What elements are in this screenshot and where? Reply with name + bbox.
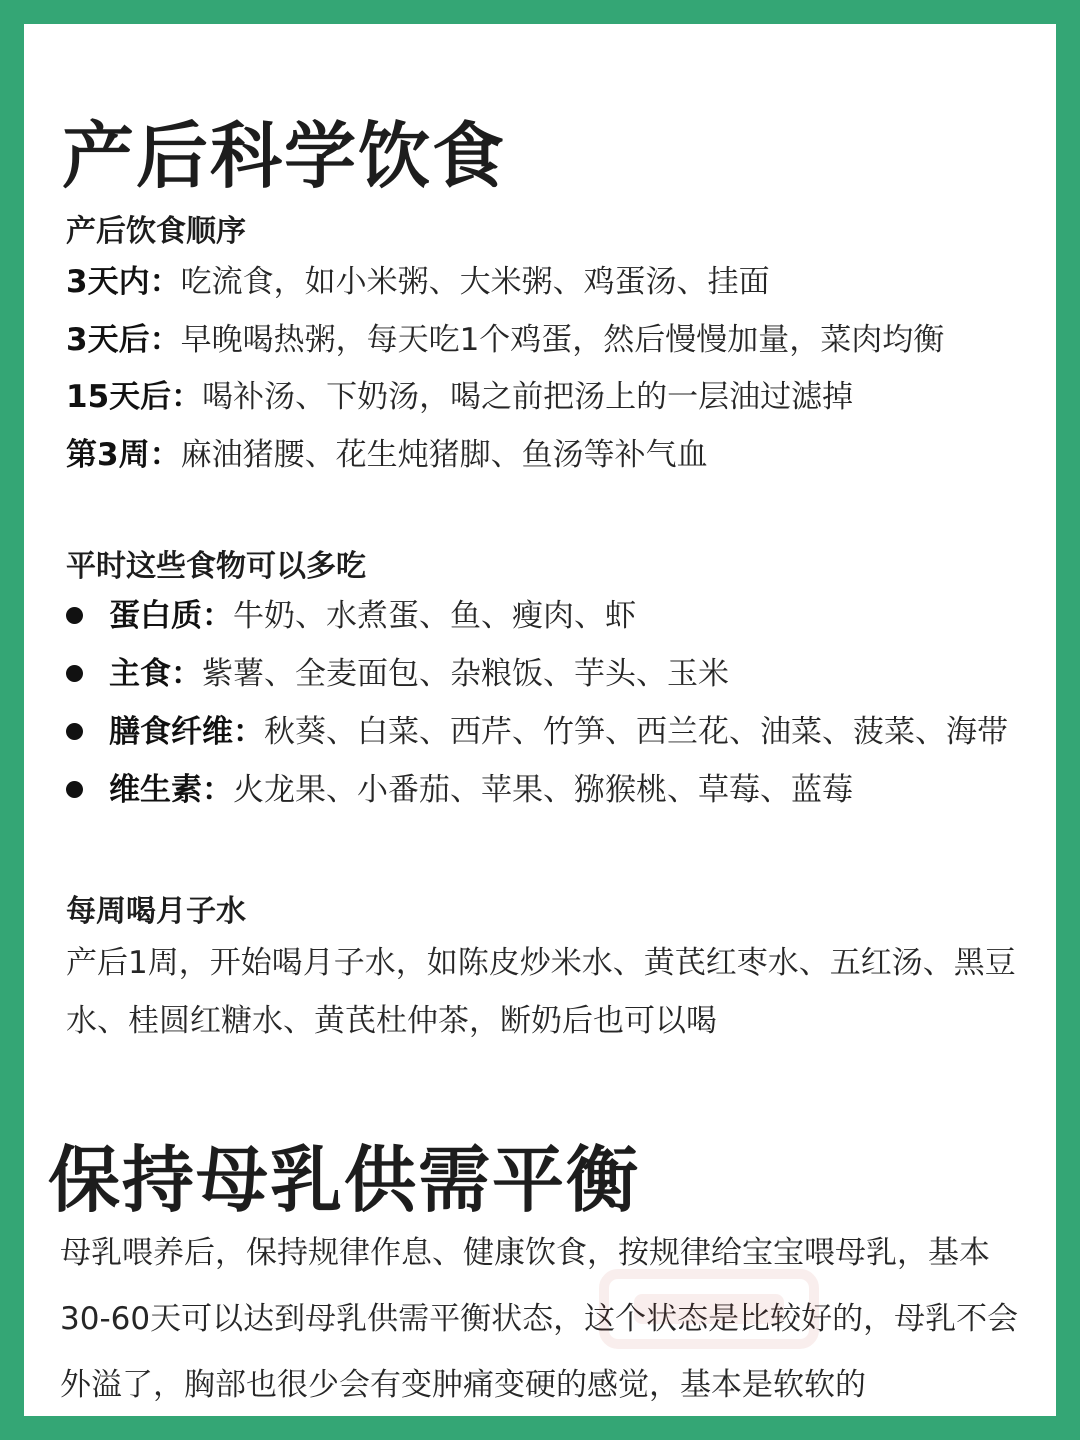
diet-order-item-label: 3天后： [66,322,181,358]
diet-order-item [66,320,944,360]
food-category-text: 秋葵、白菜、西芹、竹笋、西兰花、油菜、菠菜、海带 [264,714,1008,750]
diet-order-item-text: 喝补汤、下奶汤，喝之前把汤上的一层油过滤掉 [202,379,854,415]
diet-order-item-label: 第3周： [66,437,181,473]
diet-order-item [66,377,853,417]
foods-heading: 平时这些食物可以多吃 [66,549,366,584]
confinement-water-heading: 每周喝月子水 [66,894,246,929]
food-list-item [66,654,729,694]
diet-order-item-label: 3天内： [66,264,181,300]
food-list-item [66,712,1008,752]
diet-order-item [66,262,770,302]
bullet-icon [66,781,83,798]
bullet-icon [66,665,83,682]
confinement-water-text: 产后1周，开始喝月子水，如陈皮炒米水、黄芪红枣水、五红汤、黑豆水、桂圆红糖水、黄芪杜仲茶，断奶后也可以喝 [66,945,1016,1039]
bullet-icon [66,607,83,624]
diet-order-item-text: 麻油猪腰、花生炖猪脚、鱼汤等补气血 [180,437,708,473]
food-category-label: 膳食纤维： [109,714,264,750]
diet-order-item-text: 早晚喝热粥，每天吃1个鸡蛋，然后慢慢加量，菜肉均衡 [180,322,945,358]
food-category-label: 蛋白质： [109,598,233,634]
food-list-item [66,596,636,636]
food-list-item [66,770,853,810]
food-category-text: 紫薯、全麦面包、杂粮饭、芋头、玉米 [202,656,729,692]
food-category-label: 主食： [109,656,202,692]
bullet-icon [66,723,83,740]
breastmilk-text: 母乳喂养后，保持规律作息、健康饮食，按规律给宝宝喂母乳，基本30-60天可以达到母乳供需平衡状态，这个状态是比较好的，母乳不会外溢了，胸部也很少会有变肿痛变硬的感觉，基本是软软的 [60,1235,1019,1403]
diet-order-item [66,435,708,475]
food-category-text: 火龙果、小番茄、苹果、猕猴桃、草莓、蓝莓 [233,772,853,808]
food-category-label: 维生素： [109,772,233,808]
content-card [24,24,1056,1416]
breastmilk-title: 保持母乳供需平衡 [48,1138,641,1222]
diet-order-item-text: 吃流食，如小米粥、大米粥、鸡蛋汤、挂面 [180,264,770,300]
diet-order-item-label: 15天后： [66,379,203,415]
diet-order-heading: 产后饮食顺序 [66,214,246,249]
page-title: 产后科学饮食 [62,114,507,198]
food-category-text: 牛奶、水煮蛋、鱼、瘦肉、虾 [233,598,636,634]
